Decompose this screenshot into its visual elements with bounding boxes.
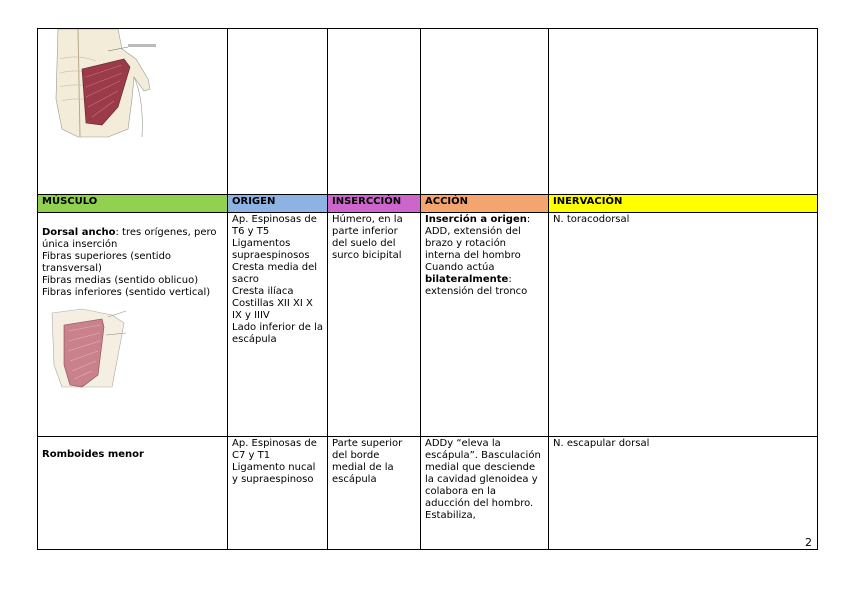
origen-item: Costillas XII XI X IX y IIIV bbox=[232, 298, 313, 321]
origen-item: Ligamento nucal y supraespinoso bbox=[232, 462, 316, 485]
header-accion: ACCIÓN bbox=[421, 195, 549, 213]
table-header-row bbox=[38, 195, 818, 213]
accion-bold-insercion: Inserción a origen bbox=[425, 214, 527, 225]
origen-item: Ap. Espinosas de C7 y T1 bbox=[232, 438, 317, 461]
origen-item: Ap. Espinosas de T6 y T5 bbox=[232, 214, 317, 237]
cell-top-insercion bbox=[328, 29, 421, 195]
accion-line-1 bbox=[425, 214, 544, 262]
accion-line-3 bbox=[425, 274, 544, 298]
cell-insercion-romboides: Parte superior del borde medial de la escápula bbox=[328, 437, 421, 550]
origen-item: Ligamentos supraespinosos bbox=[232, 238, 310, 261]
header-origen: ORIGEN bbox=[228, 195, 328, 213]
muscle-name-suffix: : tres orígenes, pero única inserción bbox=[42, 227, 217, 250]
page-number: 2 bbox=[805, 536, 812, 549]
table-row-romboides-menor bbox=[38, 437, 818, 550]
table-row-top-figure bbox=[38, 29, 818, 195]
header-inervacion: INERVACIÓN bbox=[549, 195, 818, 213]
header-insercion: INSERCCIÓN bbox=[328, 195, 421, 213]
cell-accion-romboides: ADDy “eleva la escápula”. Basculación medial que desciende la cavidad glenoidea y colabora en la aducción del hombro. Estabiliza, bbox=[421, 437, 549, 550]
cell-musculo-dorsal bbox=[38, 213, 228, 437]
top-mask bbox=[37, 0, 147, 28]
accion-text-3: : extensión del tronco bbox=[425, 274, 528, 297]
dorsal-ancho-illustration bbox=[42, 305, 132, 390]
cell-origen-romboides bbox=[228, 437, 328, 550]
muscle-name-romboides: Romboides menor bbox=[42, 449, 144, 460]
cell-origen-dorsal bbox=[228, 213, 328, 437]
back-muscle-illustration bbox=[48, 29, 158, 139]
cell-top-inervacion bbox=[549, 29, 818, 195]
origen-item: Lado inferior de la escápula bbox=[232, 322, 324, 345]
muscle-description-dorsal bbox=[42, 227, 223, 251]
origen-item: Cresta ilíaca bbox=[232, 286, 294, 297]
cell-inervacion-romboides: N. escapular dorsal bbox=[549, 437, 818, 550]
muscle-table bbox=[37, 28, 818, 550]
muscle-detail: Fibras inferiores (sentido vertical) bbox=[42, 287, 211, 298]
cell-top-accion bbox=[421, 29, 549, 195]
cell-top-figure bbox=[38, 29, 228, 195]
table-row-dorsal-ancho bbox=[38, 213, 818, 437]
muscle-name-dorsal: Dorsal ancho bbox=[42, 227, 116, 238]
cell-insercion-dorsal: Húmero, en la parte inferior del suelo del surco bicipital bbox=[328, 213, 421, 437]
accion-text-1: : ADD, extensión del brazo y rotación interna del hombro bbox=[425, 214, 531, 261]
cell-accion-dorsal bbox=[421, 213, 549, 437]
accion-bold-bilateral: bilateralmente bbox=[425, 274, 509, 285]
cell-top-origen bbox=[228, 29, 328, 195]
origen-item: Cresta media del sacro bbox=[232, 262, 318, 285]
muscle-detail: Fibras superiores (sentido transversal) bbox=[42, 251, 172, 274]
cell-musculo-romboides bbox=[38, 437, 228, 550]
muscle-detail: Fibras medias (sentido oblicuo) bbox=[42, 275, 199, 286]
cell-inervacion-dorsal: N. toracodorsal bbox=[549, 213, 818, 437]
accion-text-2: Cuando actúa bbox=[425, 262, 495, 273]
header-musculo: MÚSCULO bbox=[38, 195, 228, 213]
